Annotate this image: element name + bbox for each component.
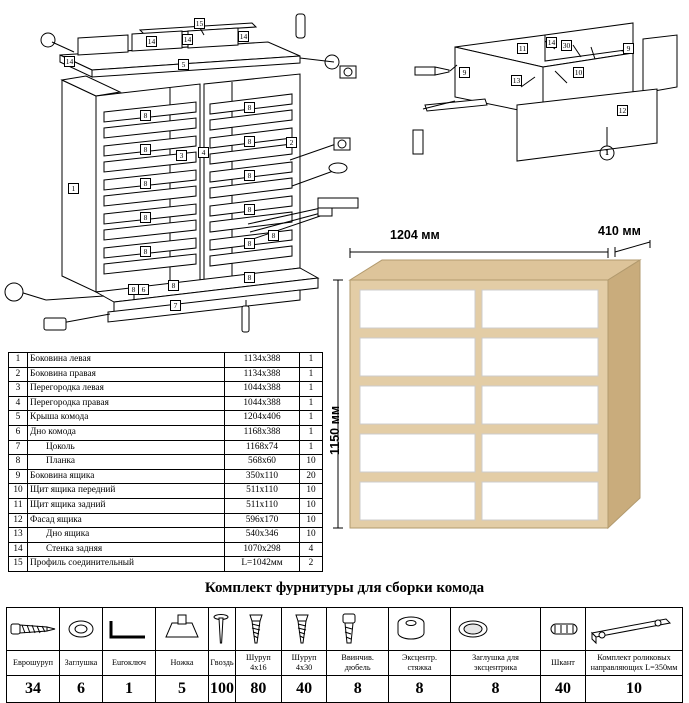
table-row — [9, 382, 323, 397]
nail-icon — [209, 608, 236, 651]
part-name: Крыша комода — [28, 411, 225, 426]
hardware-table — [6, 607, 683, 703]
table-row — [9, 528, 323, 543]
part-dimension: L=1042мм — [225, 557, 300, 572]
callout-14d: 14 — [239, 32, 248, 41]
table-row — [9, 353, 323, 368]
part-name: Дно ящика — [28, 528, 225, 543]
part-number: 4 — [9, 396, 28, 411]
hardware-quantity: 5 — [156, 676, 209, 703]
part-dimension: 568x60 — [225, 455, 300, 470]
part-quantity: 1 — [300, 425, 323, 440]
cam-lock-icon — [388, 608, 450, 651]
callout-8-2: 8 — [140, 144, 151, 155]
drawer-callout-9a: 9 — [623, 43, 634, 54]
callout-7: 7 — [170, 300, 181, 311]
callout-14b: 14 — [147, 37, 156, 46]
dresser-render — [328, 224, 685, 560]
part-number: 13 — [9, 528, 28, 543]
drawer-callout-30: 30 — [562, 41, 571, 50]
part-name: Перегородка левая — [28, 382, 225, 397]
table-row — [9, 440, 323, 455]
callout-8-6: 8 — [244, 102, 255, 113]
part-number: 15 — [9, 557, 28, 572]
part-quantity: 10 — [300, 528, 323, 543]
part-quantity: 1 — [300, 367, 323, 382]
part-name: Щит ящика задний — [28, 498, 225, 513]
part-name: Стенка задняя — [28, 542, 225, 557]
callout-8-11: 8 — [268, 230, 279, 241]
callout-8-10: 8 — [244, 238, 255, 249]
hardware-name: Заглушка — [60, 651, 103, 676]
part-number: 5 — [9, 411, 28, 426]
drawer-callout-14: 14 — [547, 38, 556, 47]
hardware-quantity: 80 — [236, 676, 282, 703]
hardware-quantity: 6 — [60, 676, 103, 703]
part-quantity: 20 — [300, 469, 323, 484]
part-dimension: 1168x74 — [225, 440, 300, 455]
part-number: 8 — [9, 455, 28, 470]
part-quantity: 2 — [300, 557, 323, 572]
part-quantity: 1 — [300, 382, 323, 397]
hardware-quantity: 10 — [586, 676, 683, 703]
part-dimension: 596x170 — [225, 513, 300, 528]
hardware-quantity: 100 — [209, 676, 236, 703]
drawer-detail-diagram — [395, 5, 685, 170]
table-row — [9, 425, 323, 440]
part-name: Перегородка правая — [28, 396, 225, 411]
drawer-callout-11: 11 — [518, 44, 527, 53]
hardware-quantity: 40 — [540, 676, 585, 703]
hardware-name: Ввинчив. дюбель — [327, 651, 389, 676]
part-number: 3 — [9, 382, 28, 397]
callout-8-4: 8 — [140, 212, 151, 223]
part-quantity: 1 — [300, 396, 323, 411]
drawer-callout-1: 1 — [605, 148, 609, 157]
part-number: 2 — [9, 367, 28, 382]
hardware-quantity: 1 — [103, 676, 156, 703]
hardware-quantity: 8 — [451, 676, 541, 703]
part-dimension: 1168x388 — [225, 425, 300, 440]
allen-key-icon — [103, 608, 156, 651]
callout-2: 2 — [286, 137, 297, 148]
callout-8-8: 8 — [244, 170, 255, 181]
part-number: 10 — [9, 484, 28, 499]
part-dimension: 1204x406 — [225, 411, 300, 426]
part-quantity: 1 — [300, 353, 323, 368]
callout-8-12: 8 — [244, 272, 255, 283]
hardware-name: Эксцентр. стяжка — [388, 651, 450, 676]
callout-8-13: 8 — [128, 284, 139, 295]
table-row — [9, 498, 323, 513]
part-dimension: 1044x388 — [225, 396, 300, 411]
part-name: Фасад ящика — [28, 513, 225, 528]
hardware-name: Шкант — [540, 651, 585, 676]
part-quantity: 10 — [300, 484, 323, 499]
part-name: Цоколь — [28, 440, 225, 455]
dimension-width: 1204 мм — [390, 228, 440, 242]
dimension-height: 1150 мм — [328, 405, 342, 455]
part-number: 14 — [9, 542, 28, 557]
drawer-callout-13: 13 — [512, 76, 521, 85]
part-number: 12 — [9, 513, 28, 528]
wood-dowel-icon — [540, 608, 585, 651]
callout-14c: 14 — [183, 35, 192, 44]
part-dimension: 1134x388 — [225, 367, 300, 382]
part-quantity: 10 — [300, 513, 323, 528]
drawer-callout-10: 10 — [574, 68, 583, 77]
dowel-icon — [327, 608, 389, 651]
hardware-quantity: 40 — [281, 676, 327, 703]
part-quantity: 10 — [300, 498, 323, 513]
callout-4: 4 — [198, 147, 209, 158]
callout-8-7: 8 — [244, 136, 255, 147]
hardware-name: Euroключ — [103, 651, 156, 676]
callout-8-3: 8 — [140, 178, 151, 189]
parts-table — [8, 352, 323, 572]
callout-5: 5 — [178, 59, 189, 70]
cap-icon — [60, 608, 103, 651]
callout-8-1: 8 — [140, 110, 151, 121]
hardware-quantity: 34 — [7, 676, 60, 703]
part-dimension: 540x346 — [225, 528, 300, 543]
part-number: 9 — [9, 469, 28, 484]
part-dimension: 1070x298 — [225, 542, 300, 557]
hardware-name: Еврошуруп — [7, 651, 60, 676]
part-name: Боковина левая — [28, 353, 225, 368]
part-name: Щит ящика передний — [28, 484, 225, 499]
part-number: 11 — [9, 498, 28, 513]
part-number: 1 — [9, 353, 28, 368]
hardware-name: Комплект роликовых направляющих L=350мм — [586, 651, 683, 676]
screw-icon — [281, 608, 327, 651]
part-name: Боковина ящика — [28, 469, 225, 484]
callout-8-5: 8 — [140, 246, 151, 257]
part-quantity: 1 — [300, 411, 323, 426]
part-name: Профиль соединительный — [28, 557, 225, 572]
hardware-name: Гвоздь — [209, 651, 236, 676]
dimension-depth: 410 мм — [598, 224, 641, 238]
table-row — [9, 513, 323, 528]
table-row — [9, 455, 323, 470]
callout-14a: 14 — [65, 57, 74, 66]
part-quantity: 10 — [300, 455, 323, 470]
part-dimension: 511x110 — [225, 484, 300, 499]
foot-icon — [156, 608, 209, 651]
hardware-quantity: 8 — [388, 676, 450, 703]
table-row — [9, 469, 323, 484]
part-number: 7 — [9, 440, 28, 455]
part-dimension: 511x110 — [225, 498, 300, 513]
table-row — [9, 484, 323, 499]
part-name: Дно комода — [28, 425, 225, 440]
callout-3: 3 — [176, 150, 187, 161]
euro-screw-icon — [7, 608, 60, 651]
hardware-name: Ножка — [156, 651, 209, 676]
hardware-name: Шуруп 4х30 — [281, 651, 327, 676]
part-name: Планка — [28, 455, 225, 470]
slide-rail-icon — [586, 608, 683, 651]
drawer-callout-9b: 9 — [459, 67, 470, 78]
hardware-name: Шуруп 4х16 — [236, 651, 282, 676]
cam-cap-icon — [451, 608, 541, 651]
part-quantity: 1 — [300, 440, 323, 455]
part-number: 6 — [9, 425, 28, 440]
part-dimension: 350x110 — [225, 469, 300, 484]
table-row — [9, 557, 323, 572]
part-dimension: 1134x388 — [225, 353, 300, 368]
callout-8-9: 8 — [244, 204, 255, 215]
hardware-quantity: 8 — [327, 676, 389, 703]
callout-1: 1 — [68, 183, 79, 194]
callout-6: 6 — [138, 284, 149, 295]
table-row — [9, 396, 323, 411]
table-row — [9, 542, 323, 557]
drawer-callout-12: 12 — [618, 106, 627, 115]
hardware-kit-title: Комплект фурнитуры для сборки комода — [204, 580, 485, 596]
part-quantity: 4 — [300, 542, 323, 557]
screw-icon — [236, 608, 282, 651]
callout-8-14: 8 — [168, 280, 179, 291]
table-row — [9, 411, 323, 426]
part-name: Боковина правая — [28, 367, 225, 382]
part-dimension: 1044x388 — [225, 382, 300, 397]
callout-15: 15 — [195, 19, 204, 28]
hardware-name: Заглушка для эксцентрика — [451, 651, 541, 676]
table-row — [9, 367, 323, 382]
